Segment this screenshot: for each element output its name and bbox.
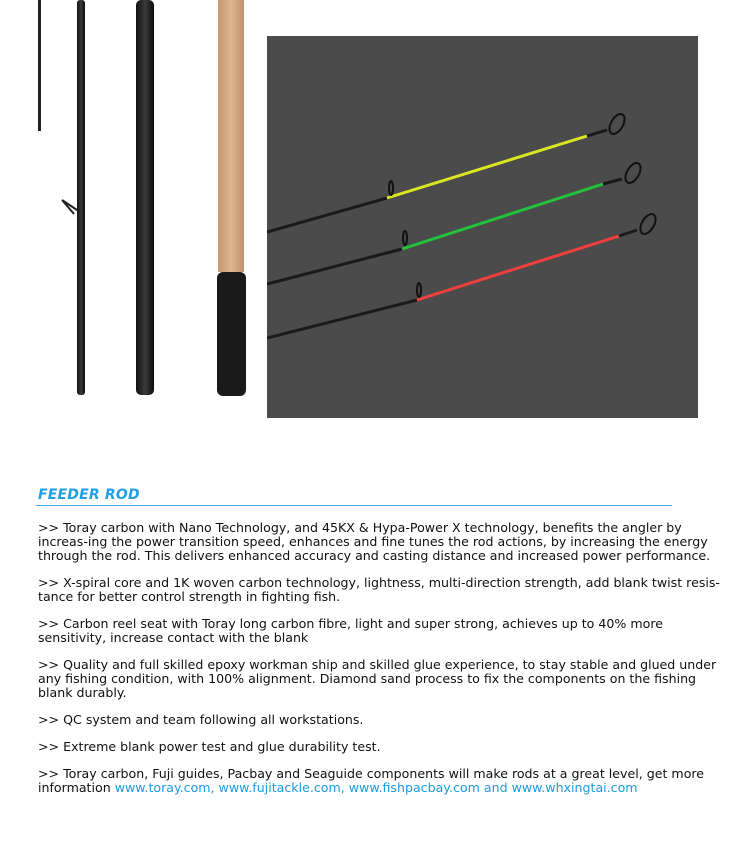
feature-paragraph: >> Quality and full skilled epoxy workman ship and skilled glue experience, to stay stable and glued under any fishing condition, with 100% alignment. Diamond sand process to fix the components on the fishing blank durably. — [38, 657, 717, 700]
feature-list — [38, 521, 733, 808]
components-text: >> Toray carbon, Fuji guides, Pacbay and Seaguide components will make rods at a great level, get more information — [38, 766, 705, 795]
partner-links[interactable]: www.toray.com, www.fujitackle.com, www.fishpacbay.com and www.whxingtai.com — [114, 780, 638, 795]
feature-paragraph: >> QC system and team following all workstations. — [38, 712, 364, 727]
cork-handle — [218, 0, 244, 272]
feature-paragraph: >> Carbon reel seat with Toray long carbon fibre, light and super strong, achieves up to 40% more sensitivity, increase contact with the blank — [38, 616, 663, 645]
rod-tip-section — [38, 0, 41, 131]
quiver-tips-image — [267, 36, 698, 418]
feature-paragraph-components — [38, 767, 733, 795]
title-divider — [36, 505, 672, 506]
feature-paragraph: >> Toray carbon with Nano Technology, and 45KX & Hypa-Power X technology, benefits the angler by increas-ing the power transition speed, enhances and fine tunes the rod actions, by increasing the energy through the rod. This delivers enhanced accuracy and casting distance and increased power performance. — [38, 520, 711, 563]
rod-mid-section — [77, 0, 85, 395]
feature-paragraph: >> Extreme blank power test and glue durability test. — [38, 739, 381, 754]
eva-butt-grip — [217, 272, 246, 396]
rod-sections-image — [0, 0, 260, 420]
yellow-tip — [267, 111, 628, 232]
section-title: FEEDER ROD — [38, 487, 140, 503]
green-tip — [267, 160, 644, 284]
rod-butt-section — [136, 0, 154, 395]
feature-paragraph: >> X-spiral core and 1K woven carbon technology, lightness, multi-direction strength, add blank twist resis-tance for better control strength in fighting fish. — [38, 575, 720, 604]
